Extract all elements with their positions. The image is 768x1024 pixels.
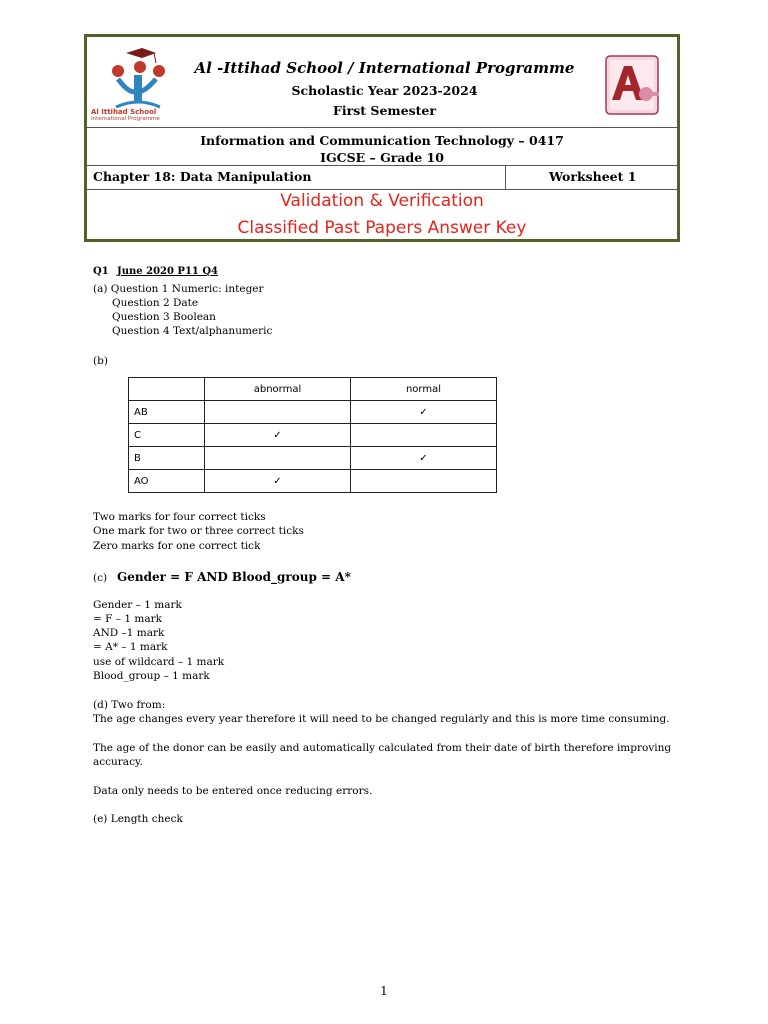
answer-e: (e) Length check <box>93 813 183 825</box>
answer-a-line: Question 4 Text/alphanumeric <box>112 325 273 337</box>
page-number: 1 <box>380 984 388 998</box>
part-d-intro: (d) Two from: <box>93 699 166 711</box>
divider <box>87 127 677 128</box>
answer-d-point: The age changes every year therefore it will need to be changed regularly and this is more time consuming. <box>93 713 670 725</box>
answer-a-line: Question 2 Date <box>112 297 199 309</box>
grade-level: IGCSE – Grade 10 <box>320 150 444 165</box>
subject-title: Information and Communication Technology – 0417 <box>200 133 564 148</box>
table-row <box>129 447 497 470</box>
part-b-label: (b) <box>93 355 108 367</box>
normal-cell <box>351 470 497 493</box>
question-reference: June 2020 P11 Q4 <box>117 266 219 277</box>
question-label: Q1 <box>93 266 109 277</box>
mark-scheme-line: AND –1 mark <box>93 627 165 639</box>
part-c-label: (c) <box>93 572 108 584</box>
header-box <box>84 34 680 242</box>
normal-cell <box>351 424 497 447</box>
semester: First Semester <box>333 103 436 118</box>
divider <box>87 189 677 190</box>
table-header-cell: normal <box>351 378 497 401</box>
blood-type-cell: B <box>129 447 205 470</box>
mark-scheme-line: use of wildcard – 1 mark <box>93 656 225 668</box>
abnormal-cell: ✓ <box>205 424 351 447</box>
blood-group-table <box>128 377 497 493</box>
normal-cell: ✓ <box>351 447 497 470</box>
answer-d-point: The age of the donor can be easily and automatically calculated from their date of birth therefore improving <box>93 742 672 754</box>
table-row <box>129 470 497 493</box>
worksheet-subtitle: Classified Past Papers Answer Key <box>237 218 527 238</box>
blood-type-cell: C <box>129 424 205 447</box>
mark-scheme-line: Two marks for four correct ticks <box>93 511 266 523</box>
answer-d-point-continued: accuracy. <box>93 756 143 768</box>
mark-scheme-line: Gender – 1 mark <box>93 599 182 611</box>
normal-cell: ✓ <box>351 401 497 424</box>
divider <box>87 165 677 166</box>
divider-vertical <box>505 165 506 189</box>
logo-school-name: Al Ittihad School <box>91 108 157 116</box>
answer-a-line: (a) Question 1 Numeric: integer <box>93 283 264 295</box>
abnormal-cell <box>205 447 351 470</box>
mark-scheme-line: One mark for two or three correct ticks <box>93 525 304 537</box>
table-header-cell: abnormal <box>205 378 351 401</box>
table-row <box>129 401 497 424</box>
blood-type-cell: AB <box>129 401 205 424</box>
abnormal-cell <box>205 401 351 424</box>
worksheet-title: Validation & Verification <box>280 191 484 211</box>
mark-scheme-line: = F – 1 mark <box>93 613 162 625</box>
mark-scheme-line: Blood_group – 1 mark <box>93 670 210 682</box>
ms-access-icon <box>604 54 660 116</box>
worksheet-number: Worksheet 1 <box>549 169 637 184</box>
abnormal-cell: ✓ <box>205 470 351 493</box>
mark-scheme-line: = A* – 1 mark <box>93 641 168 653</box>
scholastic-year: Scholastic Year 2023-2024 <box>291 83 478 98</box>
school-name: Al -Ittihad School / International Programme <box>194 59 575 77</box>
mark-scheme-line: Zero marks for one correct tick <box>93 540 261 552</box>
chapter-title: Chapter 18: Data Manipulation <box>93 169 312 184</box>
answer-d-point: Data only needs to be entered once reducing errors. <box>93 785 373 797</box>
table-header-row <box>129 378 497 401</box>
logo-programme-name: International Programme <box>91 116 160 122</box>
answer-a-line: Question 3 Boolean <box>112 311 216 323</box>
table-header-cell <box>129 378 205 401</box>
query-expression: Gender = F AND Blood_group = A* <box>117 570 351 584</box>
table-row <box>129 424 497 447</box>
blood-type-cell: AO <box>129 470 205 493</box>
